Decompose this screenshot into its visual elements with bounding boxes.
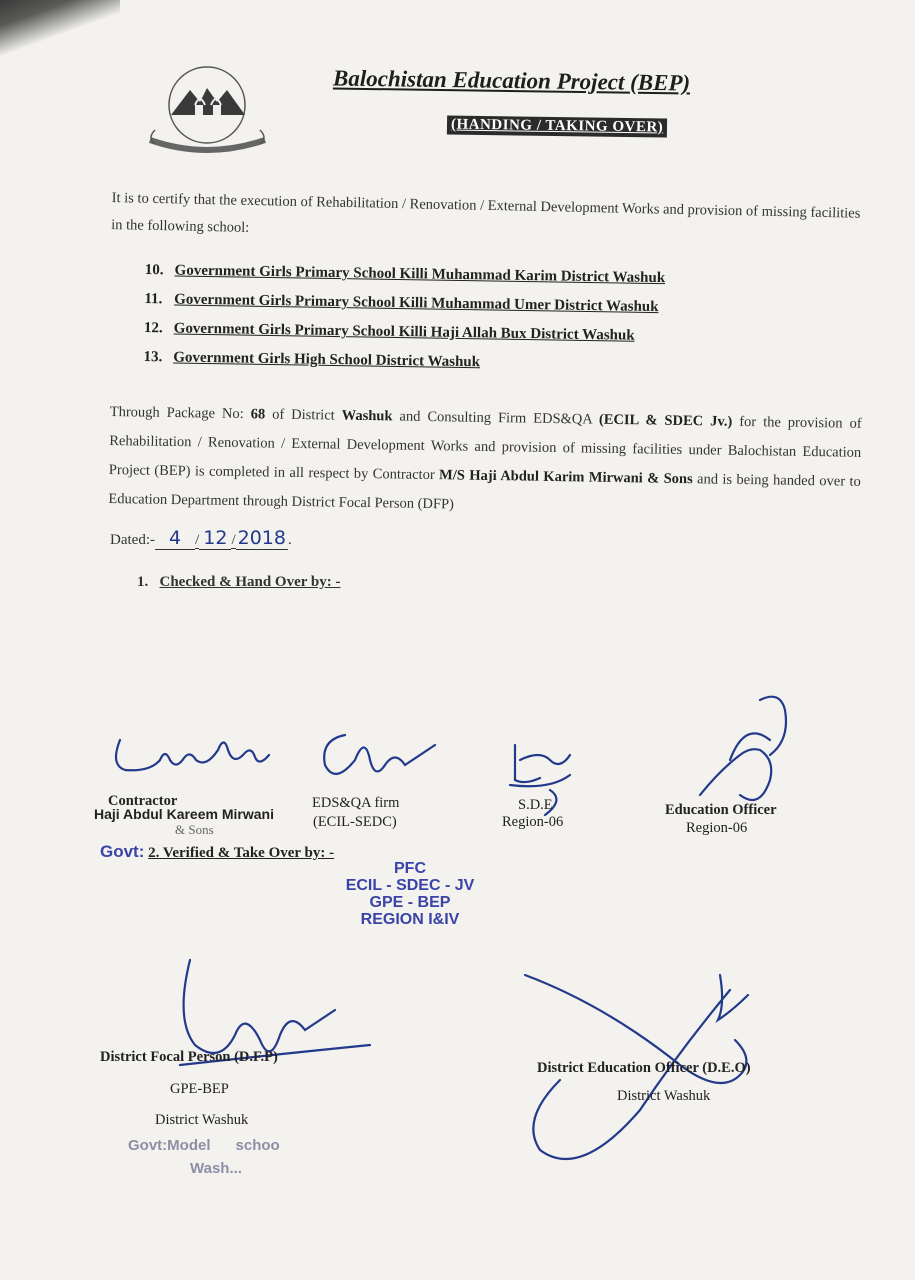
dfp-stamp-line1: Govt:Model schoo: [128, 1137, 280, 1154]
deo-district: District Washuk: [617, 1088, 711, 1104]
contractor-title: Contractor: [108, 793, 178, 809]
eo-signature: [700, 697, 786, 800]
pfc-stamp: PFC ECIL - SDEC - JV GPE - BEP REGION I&IV: [345, 860, 475, 928]
verified-heading: Govt: 2. Verified & Take Over by: -: [100, 842, 335, 861]
dfp-stamp-line2: Wash...: [190, 1160, 242, 1177]
contractor-signature: [116, 740, 269, 770]
eo-region: Region-06: [686, 820, 748, 836]
contractor-sons: & Sons: [175, 822, 214, 837]
list-item: 10. Government Girls Primary School Killi Muhammad Karim District Washuk: [144, 262, 666, 287]
bep-logo: [145, 60, 270, 160]
date-month: 12: [199, 527, 231, 550]
dated-line: Dated:- 4 / 12 / 2018 .: [110, 527, 292, 549]
dfp-label: District Focal Person (D.F.P): [100, 1049, 278, 1065]
eo-label: Education Officer: [665, 802, 777, 818]
school-list: [143, 262, 785, 388]
deo-label: District Education Officer (D.E.O): [537, 1060, 751, 1076]
sde-region: Region-06: [502, 814, 564, 830]
contractor-name: Haji Abdul Kareem Mirwani: [94, 806, 274, 822]
list-item: 12. Government Girls Primary School Killi Haji Allah Bux District Washuk: [143, 319, 635, 344]
edsqa-sub: (ECIL-SEDC): [313, 814, 397, 830]
checked-heading: 1. Checked & Hand Over by: -: [137, 574, 341, 590]
edsqa-label: EDS&QA firm: [312, 795, 400, 811]
list-item: 13. Government Girls High School District Washuk: [143, 348, 481, 371]
dfp-org: GPE-BEP: [170, 1081, 229, 1097]
dfp-district: District Washuk: [155, 1112, 249, 1128]
date-day: 4: [155, 527, 195, 550]
sde-label: S.D.E: [518, 797, 553, 813]
through-paragraph: Through Package No: 68 of District Washuk and Consulting Firm EDS&QA (ECIL & SDEC Jv.) for the provision of Rehabilitation / Renovation / External Development Works and provision of missing facilities under Balochistan Education Project (BEP) is completed in all respect by Contractor M/S Haji Abdul Karim Mirwani & Sons and is being handed over to Education Department through District Focal Person (DFP): [108, 403, 862, 513]
date-year: 2018: [237, 527, 286, 549]
list-item: 11. Government Girls Primary School Killi Muhammad Umer District Washuk: [144, 290, 659, 316]
document-title: Balochistan Education Project (BEP): [332, 65, 691, 96]
certify-paragraph: It is to certify that the execution of Rehabilitation / Renovation / External Development Works and provision of missing facilities in the following school:: [110, 189, 861, 236]
photo-corner-shadow: [0, 0, 120, 60]
edsqa-signature: [324, 735, 435, 774]
document-subtitle: (HANDING / TAKING OVER): [447, 115, 667, 137]
